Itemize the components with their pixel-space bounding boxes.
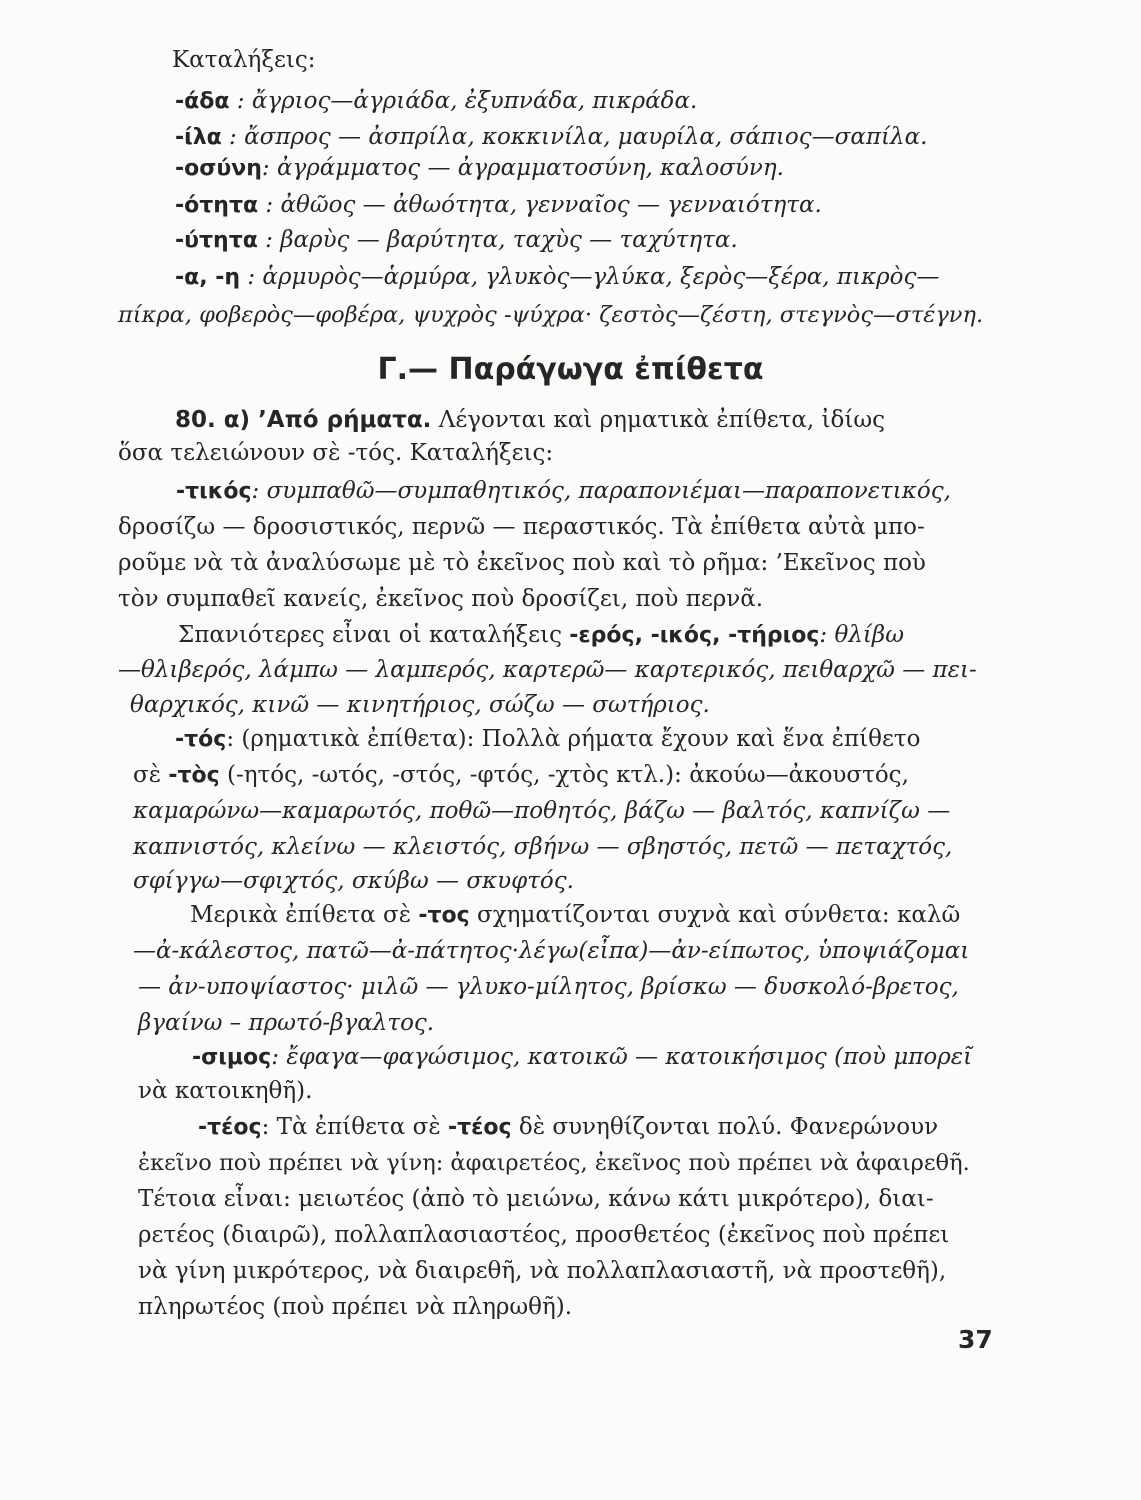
compound-line2: —ἀ-κάλεστος, πατῶ—ἀ-πάτητος·λέγω(εἶπα)—ἀν-είπωτος, ὑποψιάζομαι [133, 938, 970, 964]
simos-line2: νὰ κατοικηθῆ). [138, 1078, 313, 1104]
teos-line6: πληρωτέος (ποὺ πρέπει νὰ πληρωθῆ). [138, 1294, 573, 1320]
teos-line3: Τέτοια εἶναι: μειωτέος (ἀπὸ τὸ μειώνω, κάνω κάτι μικρότερο), διαι- [138, 1186, 934, 1212]
tikos-line3: ροῦμε νὰ τὰ ἀναλύσωμε μὲ τὸ ἐκεῖνος ποὺ καὶ τὸ ρῆμα: ’Εκεῖνος ποὺ [118, 550, 926, 576]
simos-line1: -σιμος: ἔφαγα—φαγώσιμος, κατοικῶ — κατοικήσιμος (ποὺ μπορεῖ [192, 1044, 973, 1070]
ending-ada: -άδα : ἄγριος—ἀγριάδα, ἐξυπνάδα, πικράδα. [175, 88, 698, 114]
tos-line4: καπνιστός, κλείνω — κλειστός, σβήνω — σβηστός, πετῶ — πεταχτός, [133, 834, 953, 860]
ending-ytita: -ύτητα : βαρὺς — βαρύτητα, ταχὺς — ταχύτητα. [175, 227, 738, 253]
suffix-otita: -ότητα [175, 193, 259, 218]
section-heading: Γ.— Παράγωγα ἐπίθετα [377, 352, 764, 387]
tikos-line1: -τικός: συμπαθῶ—συμπαθητικός, παραπονιέμαι—παραπονετικός, [176, 478, 951, 504]
suffix-teos: -τέος [198, 1115, 262, 1140]
suffix-osyni: -οσύνη [175, 156, 262, 181]
suffix-ada: -άδα [175, 89, 230, 114]
compound-line4: βγαίνω – πρωτό-βγαλτος. [138, 1010, 435, 1036]
suffix-ila: -ίλα [175, 125, 222, 150]
rare-suffixes: -ερός, -ικός, -τήριος [569, 623, 820, 648]
compound-line3: — ἀν-υποψίαστος· μιλῶ — γλυκο-μίλητος, βρίσκω — δυσκολό-βρετος, [138, 974, 959, 1000]
ending-ila: -ίλα : ἄσπρος — ἀσπρίλα, κοκκινίλα, μαυρίλα, σάπιος—σαπίλα. [175, 124, 928, 150]
teos-line5: νὰ γίνη μικρότερος, νὰ διαιρεθῆ, νὰ πολλαπλασιαστῆ, νὰ προστεθῆ), [138, 1258, 947, 1284]
para-80-number: 80. α) ’Από ρήματα. [175, 407, 432, 433]
ending-a-i-continued: πίκρα, φοβερὸς—φοβέρα, ψυχρὸς -ψύχρα· ζεστὸς—ζέστη, στεγνὸς—στέγνη. [118, 302, 984, 328]
para-80-line1: 80. α) ’Από ρήματα. Λέγονται καὶ ρηματικὰ ἐπίθετα, ἰδίως [175, 407, 886, 433]
teos-line4: ρετέος (διαιρῶ), πολλαπλασιαστέος, προσθετέος (ἐκεῖνος ποὺ πρέπει [138, 1222, 950, 1248]
teos-line1: -τέος: Τὰ ἐπίθετα σὲ -τέος δὲ συνηθίζονται πολύ. Φανερώνουν [198, 1114, 939, 1140]
tos-line3: καμαρώνω—καμαρωτός, ποθῶ—ποθητός, βάζω — βαλτός, καπνίζω — [133, 798, 951, 824]
compound-line1: Μερικὰ ἐπίθετα σὲ -τος σχηματίζονται συχνὰ καὶ σύνθετα: καλῶ [190, 902, 961, 928]
tikos-line2: δροσίζω — δροσιστικός, περνῶ — περαστικός. Τὰ ἐπίθετα αὐτὰ μπο- [118, 514, 925, 540]
suffix-simos: -σιμος [192, 1045, 272, 1070]
ending-osyni: -οσύνη: ἀγράμματος — ἀγραμματοσύνη, καλοσύνη. [175, 155, 784, 181]
rare-line2: —θλιβερός, λάμπω — λαμπερός, καρτερῶ— καρτερικός, πειθαρχῶ — πει- [118, 657, 977, 683]
tikos-line4: τὸν συμπαθεῖ κανείς, ἐκεῖνος ποὺ δροσίζει, ποὺ περνᾶ. [118, 586, 764, 612]
suffix-tikos: -τικός [176, 479, 252, 504]
page-number: 37 [958, 1325, 993, 1354]
suffix-tos-inline: -τὸς [168, 763, 220, 788]
tos-line1: -τός: (ρηματικὰ ἐπίθετα): Πολλὰ ρήματα ἔχουν καὶ ἕνα ἐπίθετο [175, 726, 921, 752]
suffix-tos-compound: -τος [418, 903, 470, 928]
suffix-teos-inline: -τέος [447, 1115, 512, 1140]
tos-line2: σὲ -τὸς (-ητός, -ωτός, -στός, -φτός, -χτὸς κτλ.): ἀκούω—ἀκουστός, [133, 762, 909, 788]
tos-line5: σφίγγω—σφιχτός, σκύβω — σκυφτός. [133, 868, 574, 894]
suffix-tos: -τός [175, 727, 227, 752]
teos-line2: ἐκεῖνο ποὺ πρέπει νὰ γίνη: ἀφαιρετέος, ἐκεῖνος ποὺ πρέπει νὰ ἀφαιρεθῆ. [138, 1150, 970, 1176]
suffix-a-i: -α, -η [175, 265, 241, 290]
ending-otita: -ότητα : ἀθῶος — ἀθωότητα, γενναῖος — γενναιότητα. [175, 192, 822, 218]
rare-line1: Σπανιότερες εἶναι οἱ καταλήξεις -ερός, -ικός, -τήριος: θλίβω [178, 622, 904, 648]
endings-intro: Καταλήξεις: [172, 47, 316, 73]
rare-line3: θαρχικός, κινῶ — κινητήριος, σώζω — σωτήριος. [130, 692, 710, 718]
suffix-ytita: -ύτητα [175, 228, 258, 253]
para-80-line2: ὅσα τελειώνουν σὲ -τός. Καταλήξεις: [118, 440, 554, 466]
ending-a-i: -α, -η : ἁρμυρὸς—ἁρμύρα, γλυκὸς—γλύκα, ξερὸς—ξέρα, πικρὸς— [175, 264, 940, 290]
